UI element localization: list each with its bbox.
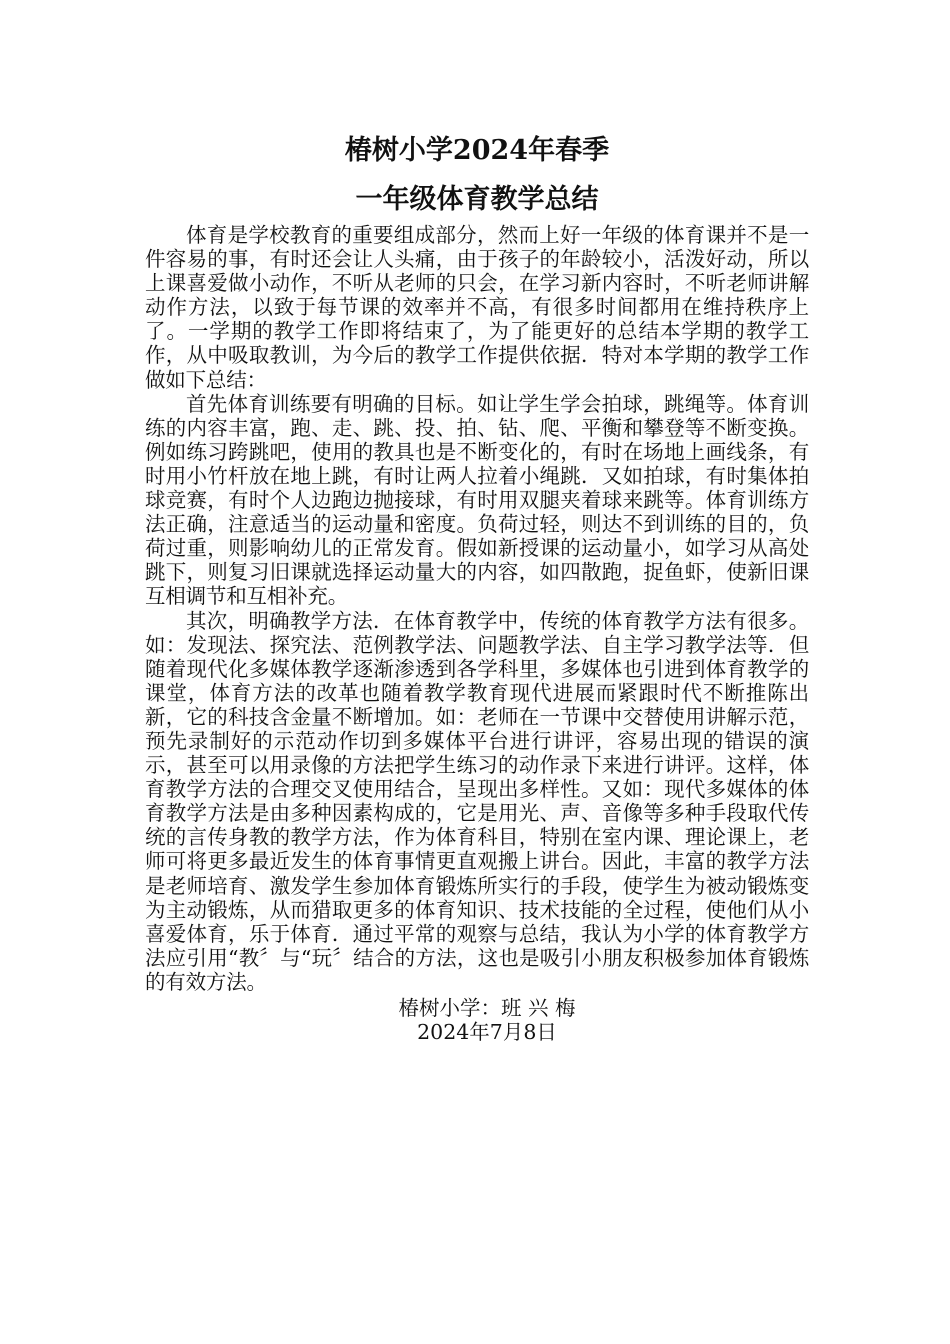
paragraph-introduction: 体育是学校教育的重要组成部分，然而上好一年级的体育课并不是一件容易的事，有时还会让人头痛，由于孩子的年龄较小，活泼好动，所以上课喜爱做小动作，不听从老师的只会，在学习新内容时，不听老师讲解动作方法，以致于每节课的效率并不高，有很多时间都用在维持秩序上了。一学期的教学工作即将结束了，为了能更好的总结本学期的教学工作，从中吸取教训，为今后的教学工作提供依据．特对本学期的教学工作做如下总结： — [145, 223, 809, 392]
signature-date: 2024年7月8日 — [417, 1020, 557, 1044]
paragraph-teaching-methods: 其次，明确教学方法．在体育教学中，传统的体育教学方法有很多。如：发现法、探究法、范例教学法、问题教学法、自主学习教学法等．但随着现代化多媒体教学逐渐渗透到各学科里，多媒体也引进到体育教学的课堂，体育方法的改革也随着教学教育现代进展而紧跟时代不断推陈出新，它的科技含金量不断增加。如：老师在一节课中交替使用讲解示范，预先录制好的示范动作切到多媒体平台进行讲评，容易出现的错误的演示，甚至可以用录像的方法把学生练习的动作录下来进行讲评。这样，体育教学方法的合理交叉使用结合，呈现出多样性。又如：现代多媒体的体育教学方法是由多种因素构成的，它是用光、声、音像等多种手段取代传统的言传身教的教学方法，作为体育科目，特别在室内课、理论课上，老师可将更多最近发生的体育事情更直观搬上讲台。因此，丰富的教学方法是老师培育、激发学生参加体育锻炼所实行的手段，使学生为被动锻炼变为主动锻炼，从而猎取更多的体育知识、技术技能的全过程，使他们从小喜爱体育，乐于体育．通过平常的观察与总结，我认为小学的体育教学方法应引用“教〞与“玩〞结合的方法，这也是吸引小朋友积极参加体育锻炼的有效方法。 — [145, 608, 809, 994]
document-page — [145, 128, 809, 1044]
document-title-line-2: 一年级体育教学总结 — [355, 184, 599, 215]
signature: 椿树小学：班 兴 梅 — [398, 996, 576, 1020]
document-title-line-1: 椿树小学2024年春季 — [344, 135, 610, 166]
paragraph-training-goals: 首先体育训练要有明确的目标。如让学生学会拍球，跳绳等。体育训练的内容丰富，跑、走、跳、投、拍、钻、爬、平衡和攀登等不断变换。例如练习跨跳吧，使用的教具也是不断变化的，有时在场地上画线条，有时用小竹杆放在地上跳，有时让两人拉着小绳跳．又如拍球，有时集体拍球竞赛，有时个人边跑边抛接球，有时用双腿夹着球来跳等。体育训练方法正确，注意适当的运动量和密度。负荷过轻，则达不到训练的目的，负荷过重，则影响幼儿的正常发育。假如新授课的运动量小，如学习从高处跳下，则复习旧课就选择运动量大的内容，如四散跑，捉鱼虾，使新旧课互相调节和互相补充。 — [145, 391, 809, 609]
